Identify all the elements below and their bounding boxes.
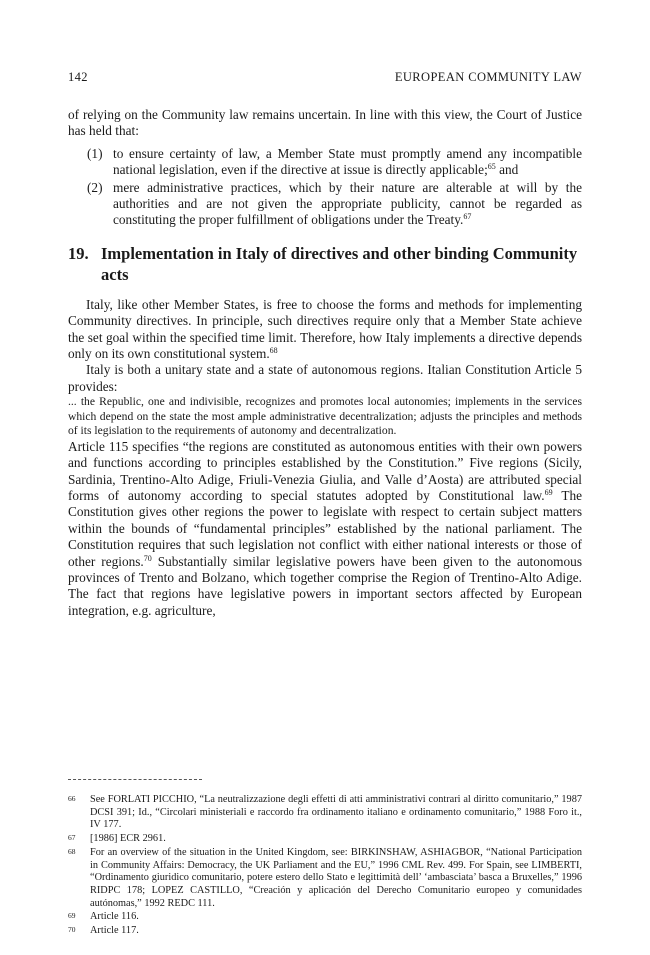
footnote-ref[interactable]: 69: [544, 488, 553, 497]
paragraph: Italy is both a unitary state and a state of autonomous regions. Italian Constitution Article 5 provides:: [68, 362, 582, 394]
section-title: Implementation in Italy of directives and other binding Community acts: [101, 243, 578, 284]
footnote-ref[interactable]: 65: [487, 162, 496, 172]
list-item-text: to ensure certainty of law, a Member State must promptly amend any incompatible national legislation, even if the directive at issue is directly applicable;: [113, 145, 582, 178]
holding-list: [68, 146, 582, 229]
paragraph-text: The Constitution gives other regions the power to legislate with respect to certain subject matters within the bounds of “fundamental principles” established by the national parliament. The Constitution requires that such legislation not conflict with either national interests or those of other regions.: [68, 488, 582, 569]
list-item: [68, 146, 582, 179]
list-item: [68, 180, 582, 229]
footnote-text: For an overview of the situation in the United Kingdom, see: BIRKINSHAW, ASHIAGBOR, “National Participation in Community Affairs: Democracy, the UK Parliament and the EU,” 1996 CML Rev. 499. For Spain, see LIMBERTI, “Ordinamento giuridico comunitario, potere estero dello Stato e legittimità dell’ ‘ambasciata’ basca a Bruxelles,” 1996 RIDPC 178; LOPEZ CASTILLO, “Creación y aplicación del Derecho Comunitario europeo y comunidades autónomas,” 1992 REDC 111.: [90, 846, 582, 909]
list-item-tail: and: [495, 162, 519, 178]
footnote-number: 69: [68, 911, 76, 921]
footnote-number: 67: [68, 833, 76, 843]
paragraph-text: Substantially similar legislative powers have been given to the autonomous provinces of Trento and Bolzano, which together comprise the Region of Trentino-Alto Adige. The fact that regions have legislative powers in important sectors affected by European integration, e.g. agriculture,: [68, 553, 582, 618]
footnote: [68, 925, 582, 938]
paragraph-text: Italy, like other Member States, is free to choose the forms and methods for implementing Community directives. In principle, such directives require only that a Member State achieve the set goal within the specified time limit. Therefore, how Italy implements a directive depends only on its own constitutional system.: [68, 296, 582, 362]
section-heading: [68, 243, 582, 285]
list-item-text: mere administrative practices, which by their nature are alterable at will by the authorities and are not given the appropriate publicity, cannot be regarded as constituting the proper fulfillment of obligations under the Treaty.: [113, 179, 582, 228]
footnote-number: 68: [68, 846, 76, 856]
footnote-text: [1986] ECR 2961.: [90, 833, 166, 845]
footnote-text: See FORLATI PICCHIO, “La neutralizzazione degli effetti di atti amministrativi contrari al diritto comunitario,” 1987 DCSI 391; Id., “Circolari ministeriali e raccordo fra ordinamento italiano e ordinamento comunitario,” 1988 Foro it., IV 177.: [90, 794, 582, 831]
paragraph-text: Article 115 specifies “the regions are constituted as autonomous entities with their own powers and functions according to principles established by the Constitution.” Five regions (Sicily, Sardinia, Trentino-Alto Adige, Friuli-Venezia Giulia, and Valle d’Aosta) are attributed special forms of autonomy according to special statutes adopted by Constitutional law.: [68, 438, 582, 503]
footnote-number: 66: [68, 794, 76, 803]
block-quote: ... the Republic, one and indivisible, recognizes and promotes local autonomies; implements in the services which depend on the state the most ample administrative decentralization; adjusts the principles and methods of its legislation to the requirements of autonomy and decentralization.: [68, 395, 582, 438]
paragraph: [68, 297, 582, 363]
paragraph: [68, 439, 582, 619]
footnote-number: 70: [68, 925, 76, 935]
main-text: [68, 107, 582, 619]
footnote-text: Article 116.: [90, 911, 139, 923]
running-title: EUROPEAN COMMUNITY LAW: [394, 70, 582, 84]
footnote: [68, 911, 582, 924]
section-number: 19.: [68, 243, 89, 263]
footnote-divider: [68, 779, 202, 780]
footnote: [68, 794, 582, 832]
footnote: [68, 833, 582, 846]
footnotes: [68, 794, 582, 939]
footnote-text: Article 117.: [90, 925, 139, 937]
footnote-ref[interactable]: 68: [269, 346, 278, 356]
footnote-ref[interactable]: 70: [143, 553, 152, 563]
intro-paragraph: of relying on the Community law remains uncertain. In line with this view, the Court of Justice has held that:: [68, 107, 582, 139]
footnote-ref[interactable]: 67: [463, 212, 472, 222]
page-number: 142: [68, 70, 88, 84]
list-item-number: (2): [87, 179, 103, 195]
list-item-number: (1): [87, 145, 103, 161]
footnote: [68, 847, 582, 911]
